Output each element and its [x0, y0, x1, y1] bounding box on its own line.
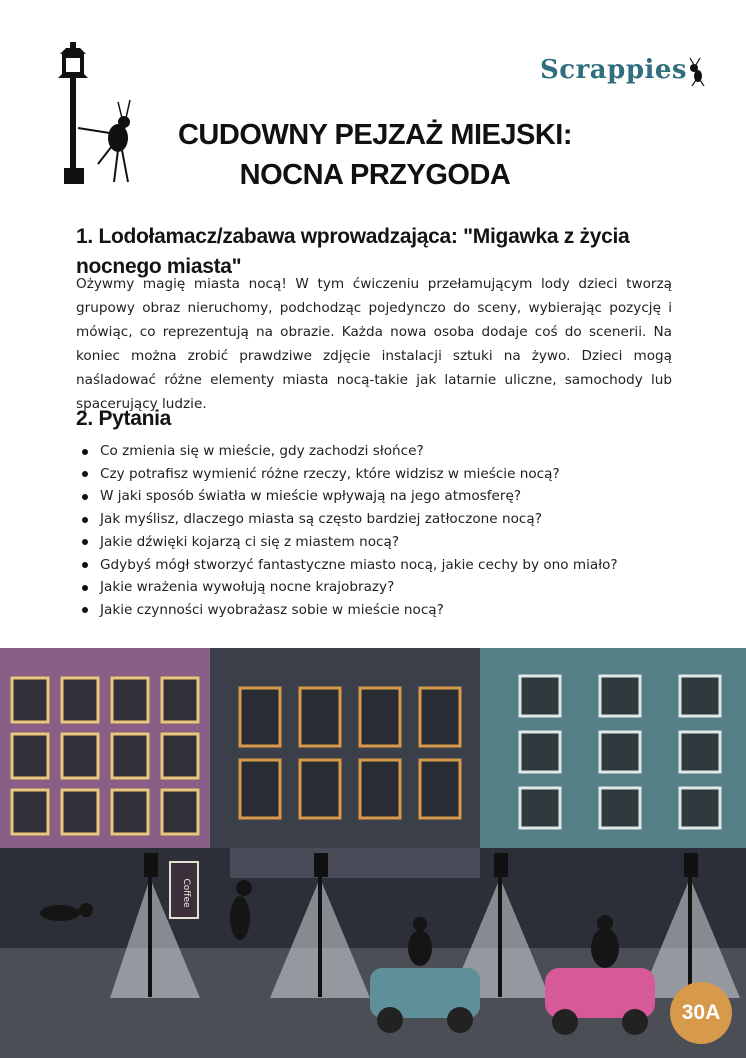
question-text: W jaki sposób światła w mieście wpływają na jego atmosferę?	[100, 488, 522, 505]
question-text: Jakie dźwięki kojarzą ci się z miastem nocą?	[100, 533, 400, 550]
section-1-paragraph: Ożywmy magię miasta nocą! W tym ćwiczeniu przełamującym lody dzieci tworzą grupowy obraz nieruchomy, podchodząc pojedynczo do sceny, wybierając pozycję i mówiąc, co reprezentują na obrazie. Każda nowa osoba dodaje coś do scenerii. Na koniec można zrobić prawdziwe zdjęcie instalacji sztuki na żywo. Dzieci mogą naśladować różne elementy miasta nocą-takie jak latarnie uliczne, samochody lub spacerujący ludzie.	[76, 276, 672, 412]
bullet-icon	[82, 494, 88, 500]
coffee-sign: Coffee	[181, 878, 191, 908]
list-item	[80, 485, 680, 508]
list-item	[80, 576, 680, 599]
list-item	[80, 440, 680, 463]
question-text: Jakie wrażenia wywołują nocne krajobrazy?	[100, 579, 395, 596]
list-item	[80, 463, 680, 486]
list-item	[80, 554, 680, 577]
section-1-heading: 1. Lodołamacz/zabawa wprowadzająca: "Migawka z życia nocnego miasta"	[76, 225, 630, 278]
question-text: Jakie czynności wyobrażasz sobie w mieście nocą?	[100, 601, 444, 618]
list-item	[80, 508, 680, 531]
question-text: Gdybyś mógł stworzyć fantastyczne miasto nocą, jakie cechy by ono miało?	[100, 556, 618, 573]
bullet-icon	[82, 585, 88, 591]
question-text: Jak myślisz, dlaczego miasta są często bardziej zatłoczone nocą?	[100, 511, 542, 528]
bullet-icon	[82, 517, 88, 523]
question-text: Czy potrafisz wymienić różne rzeczy, które widzisz w mieście nocą?	[100, 465, 560, 482]
night-city-illustration	[0, 648, 746, 1058]
page-title-line-2: NOCNA PRZYGODA	[239, 159, 511, 191]
section-2-heading: 2. Pytania	[76, 407, 172, 430]
bullet-icon	[82, 449, 88, 455]
page-number-badge: 30A	[670, 982, 732, 1044]
brand-logo	[540, 52, 710, 92]
bullet-icon	[82, 607, 88, 613]
bullet-icon	[82, 539, 88, 545]
brand-name: Scrappies	[540, 55, 688, 85]
question-text: Co zmienia się w mieście, gdy zachodzi słońce?	[100, 443, 424, 459]
list-item	[80, 531, 680, 554]
bullet-icon	[82, 562, 88, 568]
bullet-icon	[82, 471, 88, 477]
ant-icon	[686, 56, 708, 86]
list-item	[80, 599, 680, 622]
questions-list	[80, 440, 680, 622]
page-title-line-1: CUDOWNY PEJZAŻ MIEJSKI:	[177, 119, 572, 151]
lamp-ant-illustration	[50, 42, 150, 192]
